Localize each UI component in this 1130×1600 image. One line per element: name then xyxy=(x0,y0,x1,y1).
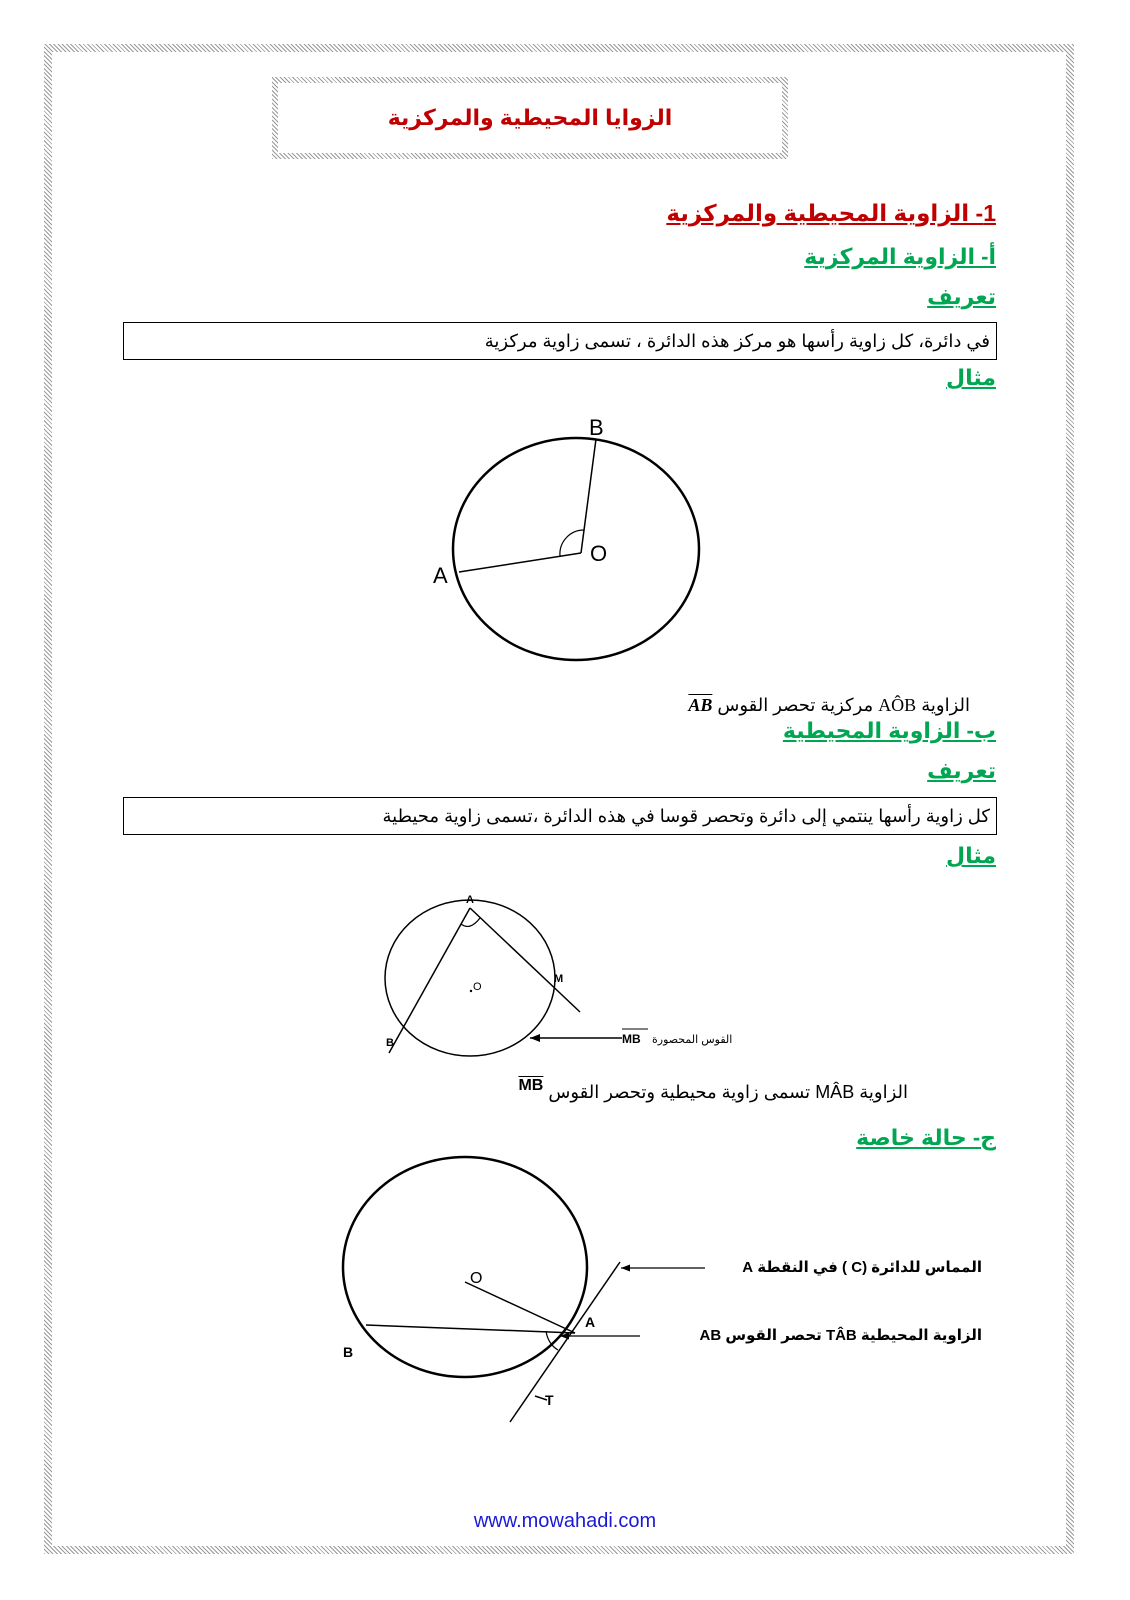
chord-ab xyxy=(366,1325,575,1333)
footer-website[interactable]: www.mowahadi.com xyxy=(473,1510,657,1532)
section-1-title: 1- الزاوية المحيطية والمركزية xyxy=(666,200,996,226)
sub-b-caption-arc: $\overline{MB}$ xyxy=(518,1077,544,1094)
sub-b-caption-part2: تسمى زاوية محيطية وتحصر القوس xyxy=(548,1082,811,1102)
point-b-label-c: B xyxy=(343,1344,354,1360)
circle-tangent xyxy=(343,1157,587,1377)
radius-oa-tangent xyxy=(465,1282,575,1333)
point-b-label-b: B xyxy=(386,1037,394,1049)
arc-label: القوس المحصورة xyxy=(652,1034,733,1046)
point-m-label: M xyxy=(554,973,564,985)
sub-c-title: ج- حالة خاصة xyxy=(856,1125,996,1150)
center-o-label-b: O xyxy=(473,981,482,993)
tangent-label: المماس للدائرة (C ) في النقطة A xyxy=(742,1259,982,1276)
sub-a-caption-part1: الزاوية xyxy=(921,695,970,715)
point-b-label: B xyxy=(589,415,604,440)
point-a-label: A xyxy=(433,563,448,588)
sub-a-caption-angle: AÔB xyxy=(878,695,917,715)
tangent-line xyxy=(510,1262,620,1422)
sub-b-caption-part1: الزاوية xyxy=(859,1082,908,1102)
tangent-pointer-arrowhead xyxy=(621,1265,630,1272)
page-title: الزوايا المحيطية والمركزية xyxy=(387,105,673,130)
sub-a-caption-part2: مركزية تحصر القوس xyxy=(717,695,874,715)
point-a-label-c: A xyxy=(585,1314,596,1330)
sub-b-example-heading: مثال xyxy=(946,843,996,868)
sub-a-title: أ- الزاوية المركزية xyxy=(804,244,996,269)
tangent-angle-label: الزاوية المحيطية TÂB تحصر القوس AB xyxy=(699,1327,982,1344)
sub-b-definition: كل زاوية رأسها ينتمي إلى دائرة وتحصر قوسا في هذه الدائرة ،تسمى زاوية محيطية xyxy=(382,806,990,826)
sub-b-caption-angle: MÂB xyxy=(815,1082,855,1102)
point-a-label-b: A xyxy=(466,894,474,906)
sub-a-caption-arc: $\overline{AB}$ xyxy=(688,695,713,715)
sub-a-definition-heading: تعريف xyxy=(927,284,996,309)
sub-a-example-heading: مثال xyxy=(946,365,996,390)
center-o-label-c: O xyxy=(470,1270,483,1287)
sub-a-definition: في دائرة، كل زاوية رأسها هو مركز هذه الدائرة ، تسمى زاوية مركزية xyxy=(484,331,990,351)
arc-name-mb: MB xyxy=(622,1032,641,1046)
point-t-label: T xyxy=(545,1392,554,1408)
center-o-label: O xyxy=(590,541,608,566)
sub-b-definition-heading: تعريف xyxy=(927,758,996,783)
sub-b-title: ب- الزاوية المحيطية xyxy=(782,718,996,743)
